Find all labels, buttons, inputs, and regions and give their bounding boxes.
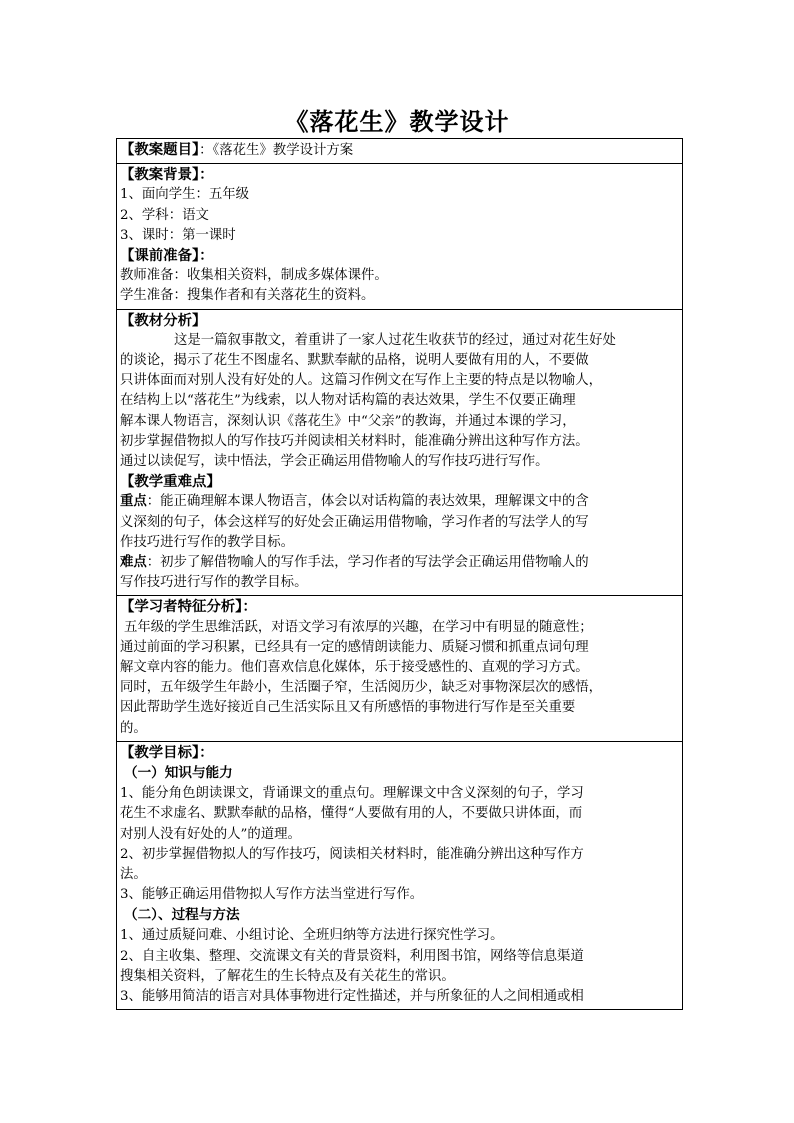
analysis-line: 通过以读促写，读中悟法，学会正确运用借物喻人的写作技巧进行写作。 <box>120 454 549 470</box>
background-line: 2、学科：语文 <box>120 207 209 223</box>
background-label: 【教案背景】： <box>120 167 214 184</box>
learners-line: 通过前面的学习积累，已经具有一定的感情朗读能力、质疑习惯和抓重点词句理 <box>120 639 589 655</box>
key-point-line: 义深刻的句子，体会这样写的好处会正确运用借物喻，学习作者的写法学人的写 <box>120 514 589 530</box>
topic-value: ：《落花生》教学设计方案 <box>199 143 354 158</box>
goals-line: 1、能分角色朗读课文，背诵课文的重点句。理解课文中含义深刻的句子，学习 <box>120 786 584 802</box>
goals-line: 对别人没有好处的人”的道理。 <box>120 826 301 842</box>
analysis-line: 初步掌握借物拟人的写作技巧并阅读相关材料时，能准确分辨出这种写作方法。 <box>120 433 589 449</box>
analysis-line: 只讲体面而对别人没有好处的人。这篇习作例文在写作上主要的特点是以物喻人， <box>120 373 603 389</box>
topic-row <box>117 139 682 163</box>
goals-line: 法。 <box>120 866 147 882</box>
background-line: 3、课时：第一课时 <box>120 227 236 243</box>
analysis-line: 在结构上以“落花生”为线索，以人物对话构篇的表达效果，学生不仅要正确理 <box>120 393 576 409</box>
goals-colon: ： <box>199 744 214 761</box>
goals-line: 花生不求虚名、默默奉献的品格，懂得“人要做有用的人，不要做只讲体面，而 <box>120 806 583 822</box>
goals-line: 2、自主收集、整理、交流课文有关的背景资料，利用图书馆，网络等信息渠道 <box>120 948 584 964</box>
topic-label: 【教案题目】 <box>120 142 200 158</box>
learners-line: 同时，五年级学生年龄小，生活圈子窄，生活阅历少，缺乏对事物深层次的感悟， <box>120 680 603 696</box>
goals-line: 3、能够用简洁的语言对具体事物进行定性描述，并与所象征的人之间相通或相 <box>120 988 584 1004</box>
goals-label: 【教学目标】 <box>120 744 200 761</box>
difficulty-line: ：初步了解借物喻人的写作手法，学习作者的写法学会正确运用借物喻人的 <box>146 555 589 571</box>
learners-label: 【学习者特征分析】 <box>120 599 243 616</box>
key-point-label: 重点 <box>120 494 147 510</box>
analysis-line: 这是一篇叙事散文，着重讲了一家人过花生收获节的经过，通过对花生好处 <box>174 332 616 348</box>
learners-row <box>117 595 682 740</box>
analysis-line: 的谈论，揭示了花生不图虚名、默默奉献的品格，说明人要做有用的人，不要做 <box>120 353 589 369</box>
keypoints-label: 【教学重难点】 <box>120 474 221 491</box>
learners-line: 的。 <box>120 720 147 736</box>
learners-line: 因此帮助学生选好接近自己生活实际且又有所感悟的事物进行写作是至关重要 <box>120 700 576 716</box>
learners-line: 五年级的学生思维活跃，对语文学习有浓厚的兴趣，在学习中有明显的随意性； <box>124 619 593 635</box>
prep-label: 【课前准备】： <box>120 248 214 265</box>
difficulty-label: 难点 <box>120 555 147 571</box>
goals-line: 2、初步掌握借物拟人的写作技巧，阅读相关材料时，能准确分辨出这种写作方 <box>120 846 584 862</box>
background-line: 1、面向学生：五年级 <box>120 187 250 203</box>
goals-line: 3、能够正确运用借物拟人写作方法当堂进行写作。 <box>120 887 424 903</box>
goals-line: 1、通过质疑问难、小组讨论、全班归纳等方法进行探究性学习。 <box>120 928 504 944</box>
goals-row <box>117 741 682 1009</box>
document-title: 《落花生》教学设计 <box>284 108 510 136</box>
key-point-line: ：能正确理解本课人物语言，体会以对话构篇的表达效果，理解课文中的含 <box>146 494 589 510</box>
prep-line: 学生准备：搜集作者和有关落花生的资料。 <box>120 288 375 304</box>
learners-line: 解文章内容的能力。他们喜欢信息化媒体，乐于接受感性的、直观的学习方式。 <box>120 660 589 676</box>
goals-line: 搜集相关资料，了解花生的生长特点及有关花生的常识。 <box>120 968 455 984</box>
prep-line: 教师准备：收集相关资料，制成多媒体课件。 <box>120 268 388 284</box>
background-row <box>117 163 682 308</box>
goals-section-title: （一）知识与能力 <box>124 765 233 782</box>
key-point-line: 作技巧进行写作的教学目标。 <box>120 534 295 550</box>
analysis-row <box>117 309 682 596</box>
learners-colon: ： <box>242 599 257 616</box>
goals-section-title: （二）、过程与方法 <box>124 907 240 924</box>
analysis-line: 解本课人物语言，深刻认识《落花生》中“父亲”的教诲，并通过本课的学习， <box>120 413 576 429</box>
lesson-plan-table <box>116 138 683 1010</box>
difficulty-line: 写作技巧进行写作的教学目标。 <box>120 575 308 591</box>
analysis-label: 【教材分析】 <box>120 312 207 329</box>
